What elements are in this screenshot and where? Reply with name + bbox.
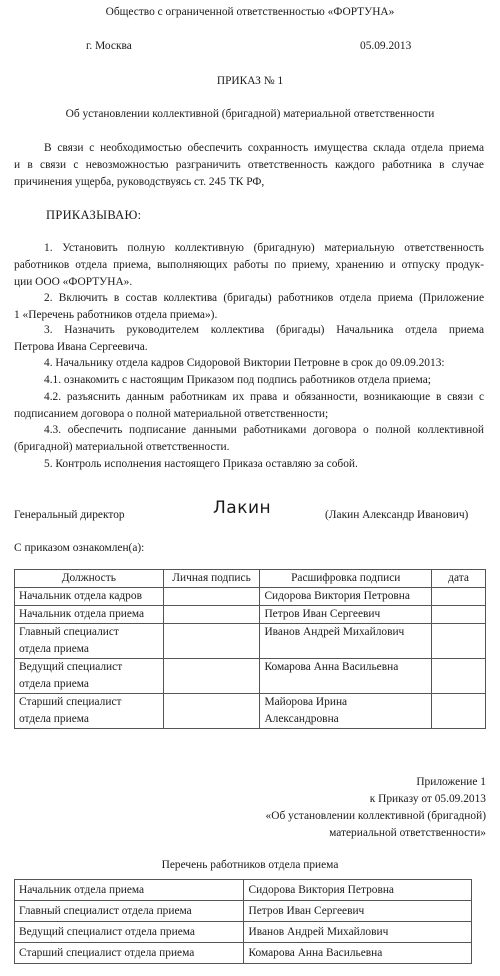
table-row (15, 606, 486, 624)
date-cell (432, 588, 486, 606)
cell-text: Майорова Ирина (264, 696, 348, 708)
position-cell: Главный специалист отдела приема (15, 901, 244, 922)
item-line: ции ООО «ФОРТУНА». (14, 276, 133, 288)
name-cell (260, 694, 432, 729)
city: г. Москва (86, 40, 132, 52)
table-row (15, 922, 472, 943)
item-line: 5. Контроль исполнения настоящего Приказа оставляю за собой. (44, 458, 358, 470)
position-cell (15, 624, 164, 659)
item-3 (14, 322, 484, 356)
item-line: 3. Назначить руководителем коллектива (бригады) Начальника отдела приема (44, 324, 484, 336)
position-cell (15, 588, 164, 606)
name-cell: Комарова Анна Васильевна (244, 943, 472, 964)
item-line: 4.1. ознакомить с настоящим Приказом под подпись работников отдела приема; (44, 374, 431, 386)
cell-text: Начальник отдела кадров (19, 590, 142, 602)
item-4-2 (14, 389, 484, 423)
item-line: Петрова Ивана Сергеевича. (14, 341, 148, 353)
item-line: 4. Начальнику отдела кадров Сидоровой Виктории Петровне в срок до 09.09.2013: (44, 357, 445, 369)
cell-text: Ведущий специалист (19, 661, 123, 673)
name-cell: Петров Иван Сергеевич (244, 901, 472, 922)
table-header-row (15, 570, 486, 588)
signature-cell (163, 659, 260, 694)
position-cell (15, 659, 164, 694)
column-header: Должность (15, 570, 164, 588)
item-line: 4.2. разъяснить данным работникам их права и обязанности, возникающие в связи с (44, 391, 484, 403)
item-line: 4.3. обеспечить подписание данными работниками договора о полной коллективной (44, 424, 484, 436)
table-row (15, 659, 486, 694)
name-cell: Сидорова Виктория Петровна (244, 880, 472, 901)
signature-cell (163, 624, 260, 659)
item-1 (14, 240, 484, 291)
signature-cell (163, 694, 260, 729)
table-row (15, 588, 486, 606)
document-date: 05.09.2013 (360, 40, 412, 52)
position-cell (15, 694, 164, 729)
cell-text: Иванов Андрей Михайлович (264, 626, 405, 638)
item-line: 1. Установить полную коллективную (бригадную) материальную ответственность (44, 242, 484, 254)
item-line: работников отдела приема, выполняющих работы по приему, хранению и отпуску продук- (14, 259, 484, 271)
item-2 (14, 290, 484, 324)
appendix-title-line: материальной ответственности» (329, 827, 486, 839)
cell-text: Старший специалист (19, 696, 122, 708)
acknowledged-label: С приказом ознакомлен(а): (14, 542, 145, 554)
date-cell (432, 694, 486, 729)
cell-text: Начальник отдела приема (19, 608, 145, 620)
table-row (15, 624, 486, 659)
item-line: подписанием договора о полной материальной ответственности; (14, 408, 329, 420)
organization-name: Общество с ограниченной ответственностью «ФОРТУНА» (105, 6, 395, 18)
signature-cell (163, 606, 260, 624)
appendix-title-line: «Об установлении коллективной (бригадной) (265, 810, 486, 822)
position-cell: Начальник отдела приема (15, 880, 244, 901)
cell-text: Александровна (264, 713, 339, 725)
name-cell (260, 659, 432, 694)
appendix-reference: к Приказу от 05.09.2013 (369, 793, 486, 805)
order-word: ПРИКАЗЫВАЮ: (46, 208, 142, 222)
date-cell (432, 624, 486, 659)
item-line: 1 «Перечень работников отдела приема»). (14, 309, 218, 321)
item-4 (14, 355, 484, 372)
date-cell (432, 606, 486, 624)
position-cell: Старший специалист отдела приема (15, 943, 244, 964)
name-cell (260, 606, 432, 624)
column-header: Личная подпись (163, 570, 260, 588)
appendix-table (14, 879, 472, 964)
item-line: (бригадной) материальной ответственности. (14, 441, 230, 453)
name-cell (260, 588, 432, 606)
preamble-line: причинения ущерба, руководствуясь ст. 245 ТК РФ, (14, 176, 265, 188)
table-row (15, 901, 472, 922)
handwritten-signature: Лакин (213, 498, 272, 518)
table-row (15, 694, 486, 729)
signatory-position: Генеральный директор (14, 509, 125, 521)
cell-text: Петров Иван Сергеевич (264, 608, 381, 620)
table-row (15, 943, 472, 964)
order-subject: Об установлении коллективной (бригадной) материальной ответственности (65, 108, 435, 120)
cell-text: отдела приема (19, 678, 89, 690)
column-header: Расшифровка подписи (260, 570, 432, 588)
preamble-line: В связи с необходимостью обеспечить сохранность имущества склада отдела приема (44, 142, 484, 154)
preamble (14, 140, 484, 191)
preamble-line: и в связи с невозможностью разграничить ответственность каждого работника в случае (14, 159, 484, 171)
appendix-label: Приложение 1 (416, 776, 486, 788)
signature-cell (163, 588, 260, 606)
item-4-3 (14, 422, 484, 456)
acknowledgement-table (14, 569, 486, 729)
date-cell (432, 659, 486, 694)
order-title: ПРИКАЗ № 1 (216, 75, 284, 87)
cell-text: Сидорова Виктория Петровна (264, 590, 410, 602)
item-5 (14, 456, 484, 473)
position-cell: Ведущий специалист отдела приема (15, 922, 244, 943)
column-header: дата (432, 570, 486, 588)
cell-text: Комарова Анна Васильевна (264, 661, 399, 673)
signatory-name: (Лакин Александр Иванович) (325, 509, 469, 521)
cell-text: отдела приема (19, 713, 89, 725)
appendix-list-title: Перечень работников отдела приема (161, 859, 339, 871)
name-cell (260, 624, 432, 659)
item-line: 2. Включить в состав коллектива (бригады) работников отдела приема (Приложение (44, 292, 484, 304)
item-4-1 (14, 372, 484, 389)
cell-text: Главный специалист (19, 626, 119, 638)
table-row (15, 880, 472, 901)
position-cell (15, 606, 164, 624)
cell-text: отдела приема (19, 643, 89, 655)
name-cell: Иванов Андрей Михайлович (244, 922, 472, 943)
